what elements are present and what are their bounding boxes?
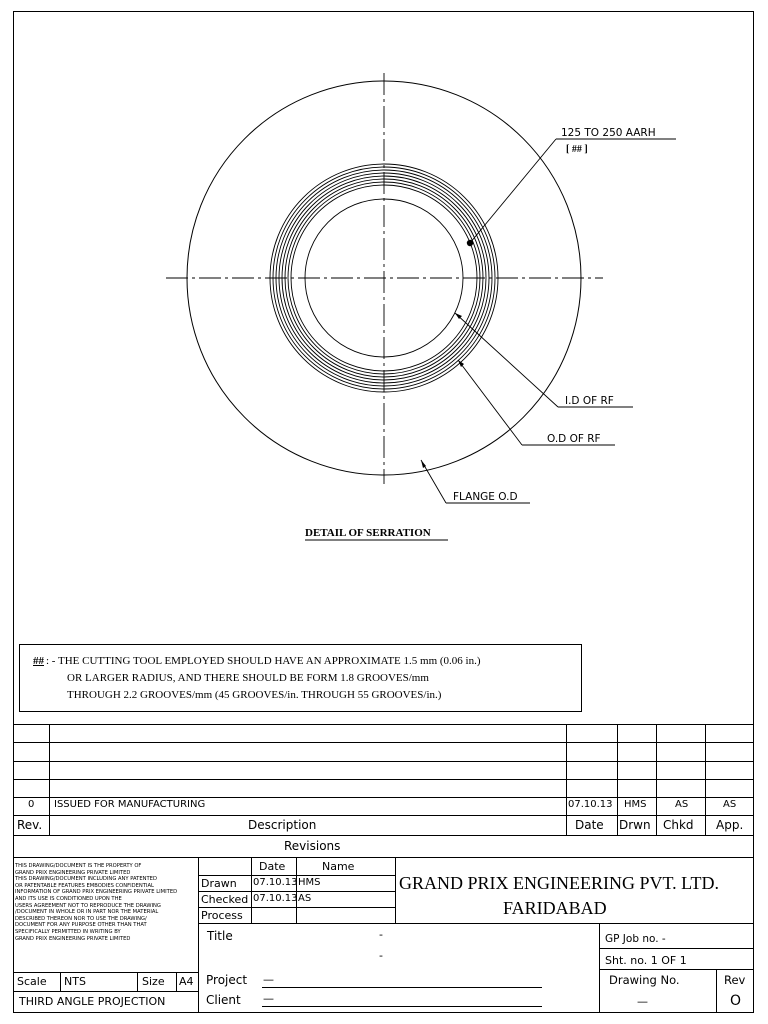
scale-label: Scale [17, 975, 47, 988]
col-date: Date [259, 860, 286, 873]
header-drawn: Drwn [619, 818, 651, 832]
drawing-number-label: Drawing No. [609, 973, 680, 987]
title-value-2: - [379, 949, 383, 962]
revision-checked: AS [675, 799, 689, 810]
finish-leader [470, 139, 556, 243]
revision-number: 0 [28, 799, 35, 810]
projection-label: THIRD ANGLE PROJECTION [19, 995, 166, 1008]
detail-title: DETAIL OF SERRATION [305, 527, 431, 539]
flange-od-label: FLANGE O.D [453, 491, 518, 503]
col-name: Name [322, 860, 355, 873]
drawn-label: Drawn [201, 877, 237, 890]
title-value-1: - [379, 928, 383, 941]
finish-ref-label: [ ## ] [566, 144, 588, 155]
gp-job-number: GP Job no. - [605, 933, 666, 945]
company-name: GRAND PRIX ENGINEERING PVT. LTD. [399, 873, 719, 893]
sheet-number: Sht. no. 1 OF 1 [605, 954, 687, 967]
header-description: Description [248, 818, 317, 832]
center-lines [166, 73, 603, 484]
finish-leader-dot [467, 240, 473, 246]
project-label: Project [206, 973, 248, 987]
drawn-name: HMS [298, 877, 321, 888]
revision-drawn: HMS [624, 799, 647, 810]
scale-value: NTS [64, 975, 86, 988]
size-label: Size [142, 975, 165, 988]
client-value: — [263, 992, 274, 1005]
header-date: Date [575, 818, 604, 832]
company-city: FARIDABAD [503, 898, 607, 918]
disclaimer-text: THIS DRAWING/DOCUMENT IS THE PROPERTY OF GRAND PRIX ENGINEERING PRIVATE LIMITED THIS DRAWING/DOCUMENT INCLUDING ANY PATENTED OR PATENTABLE FEATURES EMBODIES CONFIDENTIAL INFORMATION OF GRAND PRIX ENGINEERING PRIVATE LIMITED AND ITS USE IS CONDITIONED UPON THE USERS AGREEMENT NOT TO REPRODUCE THE DRAWING /DOCUMENT IN WHOLE OR IN PART NOR THE MATERIAL DESCRIBED THEREON NOR TO USE THE DRAWING/ DOCUMENT FOR ANY PURPOSE OTHER THAN THAT SPECIFICALLY PERMITTED IN WRITING BY GRAND PRIX ENGINEERING PRIVATE LIMITED [15, 863, 178, 942]
client-label: Client [206, 993, 241, 1007]
checked-label: Checked [201, 893, 249, 906]
od-rf-label: O.D OF RF [547, 433, 601, 445]
note-line-2: OR LARGER RADIUS, AND THERE SHOULD BE FORM 1.8 GROOVES/mm [67, 672, 429, 684]
rev-value: O [730, 993, 742, 1009]
checked-date: 07.10.13 [253, 893, 298, 904]
checked-name: AS [298, 893, 312, 904]
title-label: Title [207, 929, 233, 943]
revision-date: 07.10.13 [568, 799, 613, 810]
drawn-date: 07.10.13 [253, 877, 298, 888]
note-line-1: : - THE CUTTING TOOL EMPLOYED SHOULD HAVE AN APPROXIMATE 1.5 mm (0.06 in.) [46, 655, 481, 667]
note-ref: ## [33, 655, 44, 667]
revision-description: ISSUED FOR MANUFACTURING [54, 799, 206, 810]
header-rev: Rev. [17, 818, 43, 832]
note-line-3: THROUGH 2.2 GROOVES/mm (45 GROOVES/in. THROUGH 55 GROOVES/in.) [67, 689, 442, 701]
revisions-title: Revisions [284, 839, 341, 853]
header-checked: Chkd [663, 818, 694, 832]
size-value: A4 [179, 975, 194, 988]
rev-label: Rev [724, 973, 746, 987]
id-rf-label: I.D OF RF [565, 395, 614, 407]
project-value: — [263, 973, 274, 986]
od-leader [458, 360, 522, 445]
header-approved: App. [716, 818, 744, 832]
process-label: Process [201, 909, 243, 922]
drawing-number-value: — [637, 995, 648, 1008]
finish-label: 125 TO 250 AARH [561, 127, 656, 139]
revision-approved: AS [723, 799, 737, 810]
id-leader [455, 313, 558, 407]
